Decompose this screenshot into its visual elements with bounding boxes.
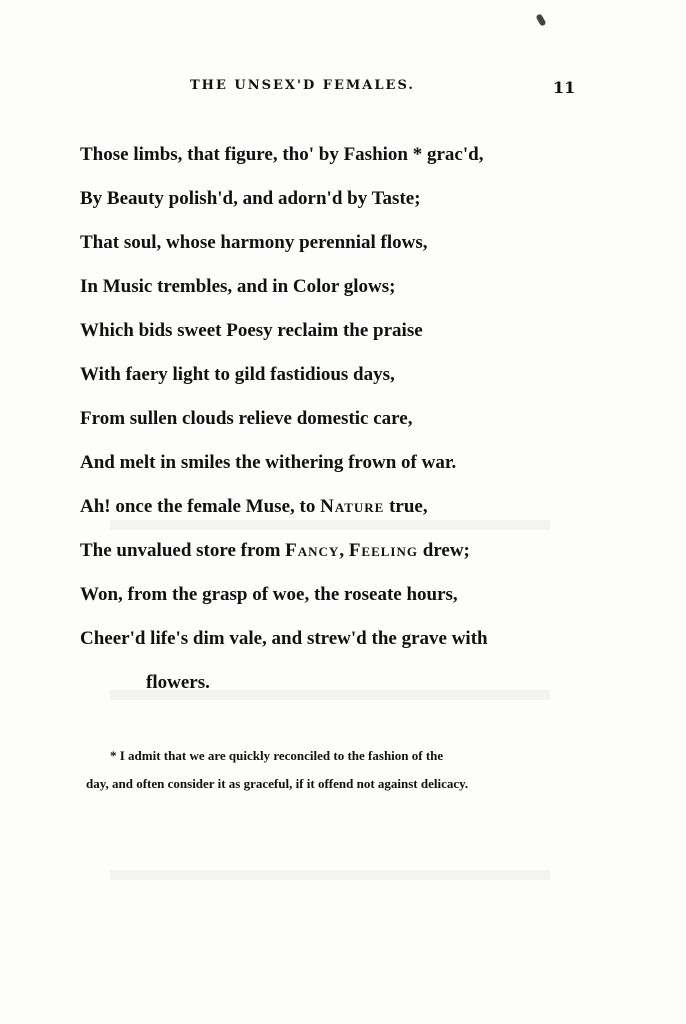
line-text: drew; [418,540,470,561]
poem-line: And melt in smiles the withering frown of war. [80,452,457,473]
bleed-through [110,870,550,880]
line-text: , [339,540,349,561]
line-text: true, [384,496,428,517]
line-text: The unvalued store from [80,540,286,561]
footnote-line: day, and often consider it as graceful, if it offend not against delicacy. [86,776,469,791]
small-caps-word: Nature [320,496,385,517]
poem-line: In Music trembles, and in Color glows; [80,276,396,297]
running-title: THE UNSEX'D FEMALES. [190,78,415,93]
line-text: Ah! once the female Muse, to [80,496,321,517]
ink-smudge [535,13,546,26]
footnote-line: * I admit that we are quickly reconciled to the fashion of the [110,748,444,763]
poem-line: Cheer'd life's dim vale, and strew'd the grave with [80,628,488,649]
poem-line: Won, from the grasp of woe, the roseate hours, [80,584,458,605]
small-caps-word: Fancy [285,540,340,561]
poem-line [80,529,600,573]
small-caps-word: Feeling [348,540,418,561]
page-number: 11 [553,78,576,97]
poem-line: Those limbs, that figure, tho' by Fashion * grac'd, [80,144,484,165]
poem-stanza [80,133,600,705]
poem-line: From sullen clouds relieve domestic care, [80,408,413,429]
poem-line: That soul, whose harmony perennial flows, [80,232,428,253]
poem-line: By Beauty polish'd, and adorn'd by Taste; [80,188,421,209]
poem-line-continuation: flowers. [146,672,210,693]
poem-line: Which bids sweet Poesy reclaim the praise [80,320,423,341]
poem-line [80,485,600,529]
poem-line: With faery light to gild fastidious days, [80,364,395,385]
footnote [86,742,586,798]
